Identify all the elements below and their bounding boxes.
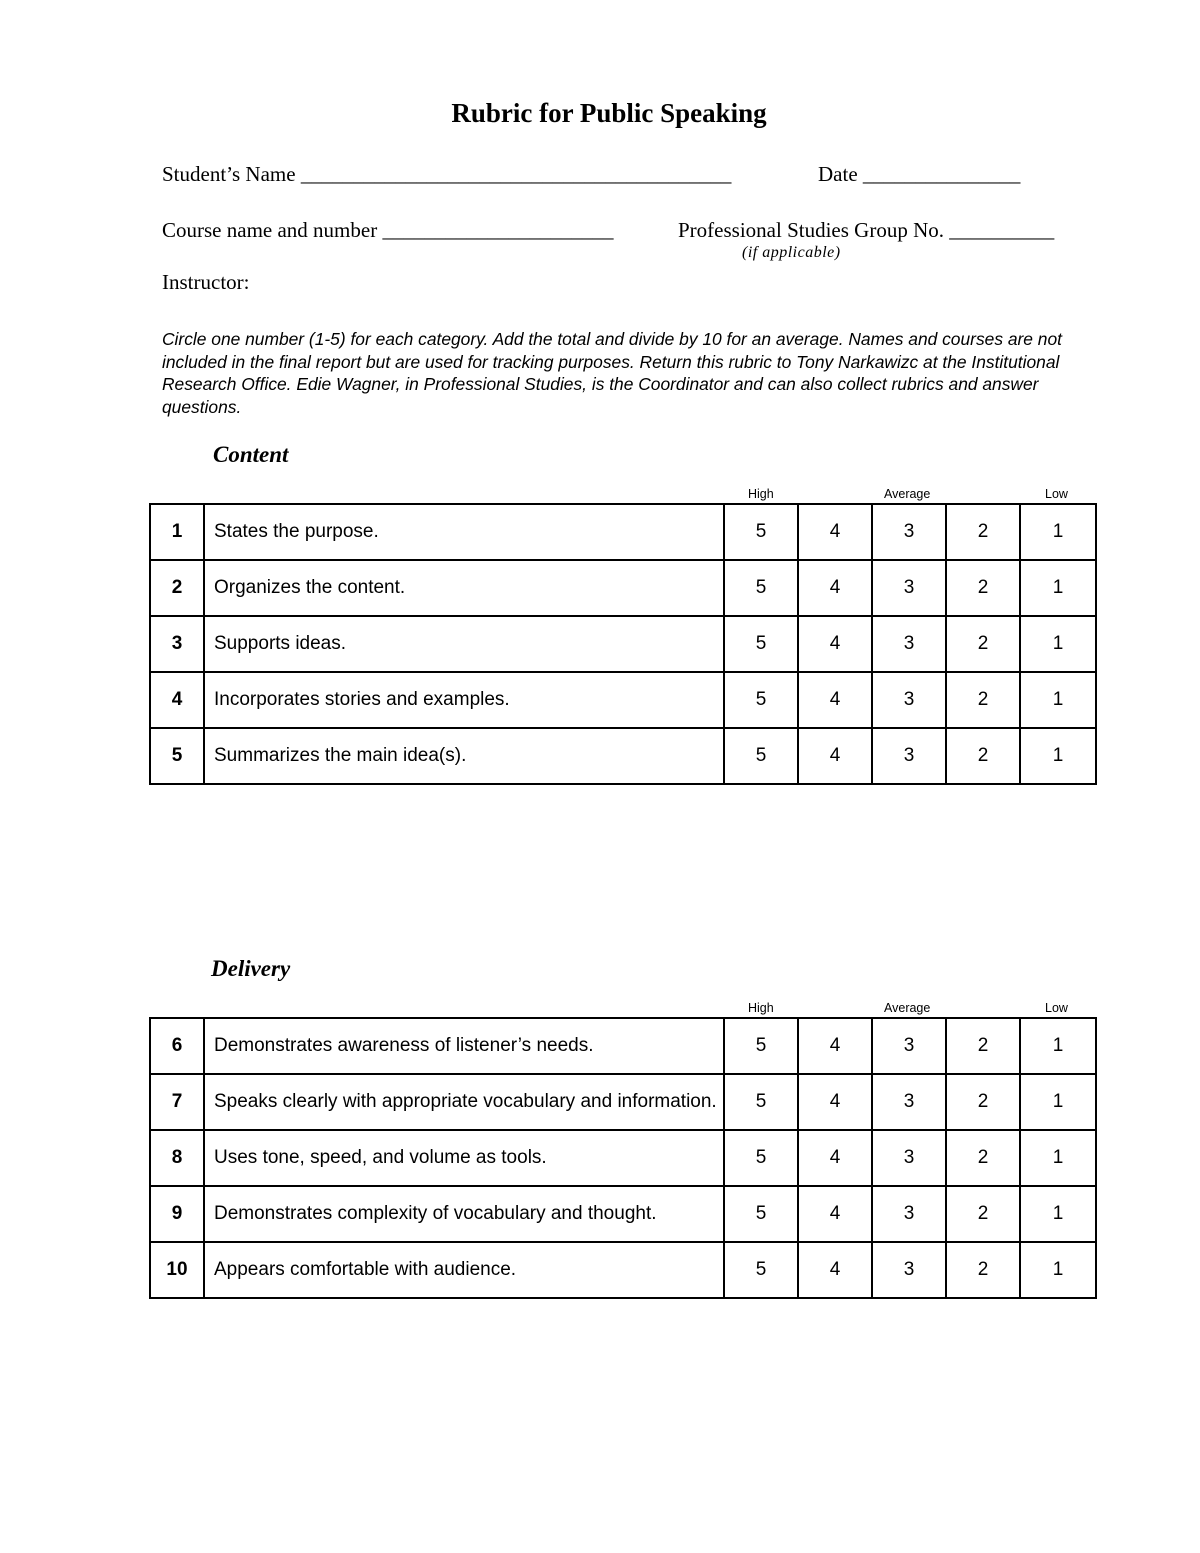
score-cell-1[interactable]: 1 — [1020, 672, 1096, 728]
table-row — [150, 616, 1096, 672]
score-cell-5[interactable]: 5 — [724, 1242, 798, 1298]
score-cell-2[interactable]: 2 — [946, 1242, 1020, 1298]
scale-label-high: High — [748, 487, 774, 501]
score-cell-4[interactable]: 4 — [798, 1074, 872, 1130]
group-note: (if applicable) — [742, 244, 841, 261]
criterion-text: Summarizes the main idea(s). — [204, 728, 724, 784]
table-row — [150, 1130, 1096, 1186]
table-row — [150, 1074, 1096, 1130]
score-cell-5[interactable]: 5 — [724, 1186, 798, 1242]
score-cell-1[interactable]: 1 — [1020, 728, 1096, 784]
score-cell-2[interactable]: 2 — [946, 616, 1020, 672]
score-cell-4[interactable]: 4 — [798, 1130, 872, 1186]
score-cell-5[interactable]: 5 — [724, 728, 798, 784]
instructor-label: Instructor: — [162, 270, 250, 294]
score-cell-1[interactable]: 1 — [1020, 1186, 1096, 1242]
group-line — [678, 218, 1054, 243]
score-cell-2[interactable]: 2 — [946, 504, 1020, 560]
criterion-text: Supports ideas. — [204, 616, 724, 672]
criterion-text: Speaks clearly with appropriate vocabulary and information. — [204, 1074, 724, 1130]
score-cell-4[interactable]: 4 — [798, 616, 872, 672]
content-rubric-table — [149, 503, 1097, 785]
table-row — [150, 672, 1096, 728]
score-cell-3[interactable]: 3 — [872, 616, 946, 672]
row-number: 4 — [150, 672, 204, 728]
score-cell-3[interactable]: 3 — [872, 560, 946, 616]
score-cell-3[interactable]: 3 — [872, 672, 946, 728]
score-cell-1[interactable]: 1 — [1020, 1242, 1096, 1298]
table-row — [150, 1242, 1096, 1298]
scale-label-low: Low — [1045, 487, 1068, 501]
scale-label-average: Average — [884, 1001, 931, 1015]
score-cell-1[interactable]: 1 — [1020, 1018, 1096, 1074]
score-cell-2[interactable]: 2 — [946, 1186, 1020, 1242]
course-line — [162, 218, 613, 243]
score-cell-1[interactable]: 1 — [1020, 560, 1096, 616]
criterion-text: Incorporates stories and examples. — [204, 672, 724, 728]
table-row — [150, 1018, 1096, 1074]
score-cell-3[interactable]: 3 — [872, 504, 946, 560]
score-cell-1[interactable]: 1 — [1020, 616, 1096, 672]
score-cell-3[interactable]: 3 — [872, 1242, 946, 1298]
score-cell-5[interactable]: 5 — [724, 504, 798, 560]
score-cell-4[interactable]: 4 — [798, 560, 872, 616]
score-cell-2[interactable]: 2 — [946, 672, 1020, 728]
score-cell-5[interactable]: 5 — [724, 560, 798, 616]
criterion-text: Demonstrates complexity of vocabulary and thought. — [204, 1186, 724, 1242]
student-name-field[interactable]: _________________________________________ — [300, 162, 732, 186]
row-number: 10 — [150, 1242, 204, 1298]
section-title-delivery: Delivery — [211, 956, 291, 981]
criterion-text: Demonstrates awareness of listener’s needs. — [204, 1018, 724, 1074]
score-cell-3[interactable]: 3 — [872, 728, 946, 784]
score-cell-2[interactable]: 2 — [946, 1130, 1020, 1186]
date-label: Date — [818, 162, 858, 186]
score-cell-1[interactable]: 1 — [1020, 1074, 1096, 1130]
row-number: 9 — [150, 1186, 204, 1242]
score-cell-5[interactable]: 5 — [724, 672, 798, 728]
score-cell-5[interactable]: 5 — [724, 1074, 798, 1130]
scale-label-high: High — [748, 1001, 774, 1015]
table-row — [150, 504, 1096, 560]
date-line — [818, 162, 1020, 187]
score-cell-4[interactable]: 4 — [798, 672, 872, 728]
score-cell-3[interactable]: 3 — [872, 1018, 946, 1074]
score-cell-4[interactable]: 4 — [798, 504, 872, 560]
row-number: 1 — [150, 504, 204, 560]
table-row — [150, 1186, 1096, 1242]
table-row — [150, 728, 1096, 784]
instructions-text: Circle one number (1-5) for each category. Add the total and divide by 10 for an average. Names and courses are not included in the final report but are used for tracking purposes. Return this rubric to Tony Narkawizc at the Institutional Research Office. Edie Wagner, in Professional Studies, is the Coordinator and can also collect rubrics and answer questions. — [162, 329, 1062, 417]
score-cell-3[interactable]: 3 — [872, 1130, 946, 1186]
delivery-rubric-table — [149, 1017, 1097, 1299]
criterion-text: States the purpose. — [204, 504, 724, 560]
row-number: 6 — [150, 1018, 204, 1074]
row-number: 2 — [150, 560, 204, 616]
score-cell-2[interactable]: 2 — [946, 728, 1020, 784]
course-field[interactable]: ______________________ — [382, 218, 614, 242]
score-cell-5[interactable]: 5 — [724, 1130, 798, 1186]
score-cell-1[interactable]: 1 — [1020, 1130, 1096, 1186]
criterion-text: Appears comfortable with audience. — [204, 1242, 724, 1298]
score-cell-4[interactable]: 4 — [798, 728, 872, 784]
score-cell-3[interactable]: 3 — [872, 1074, 946, 1130]
scale-label-low: Low — [1045, 1001, 1068, 1015]
score-cell-5[interactable]: 5 — [724, 1018, 798, 1074]
section-title-content: Content — [213, 442, 289, 467]
group-field[interactable]: __________ — [949, 218, 1055, 242]
score-cell-4[interactable]: 4 — [798, 1242, 872, 1298]
criterion-text: Organizes the content. — [204, 560, 724, 616]
criterion-text: Uses tone, speed, and volume as tools. — [204, 1130, 724, 1186]
date-field[interactable]: _______________ — [862, 162, 1021, 186]
student-name-line — [162, 162, 731, 187]
score-cell-1[interactable]: 1 — [1020, 504, 1096, 560]
course-label: Course name and number — [162, 218, 378, 242]
group-label: Professional Studies Group No. — [678, 218, 944, 242]
score-cell-3[interactable]: 3 — [872, 1186, 946, 1242]
page-title: Rubric for Public Speaking — [451, 98, 767, 128]
table-row — [150, 560, 1096, 616]
row-number: 7 — [150, 1074, 204, 1130]
score-cell-4[interactable]: 4 — [798, 1186, 872, 1242]
scale-label-average: Average — [884, 487, 931, 501]
score-cell-2[interactable]: 2 — [946, 1074, 1020, 1130]
score-cell-2[interactable]: 2 — [946, 560, 1020, 616]
score-cell-4[interactable]: 4 — [798, 1018, 872, 1074]
score-cell-5[interactable]: 5 — [724, 616, 798, 672]
row-number: 8 — [150, 1130, 204, 1186]
row-number: 5 — [150, 728, 204, 784]
score-cell-2[interactable]: 2 — [946, 1018, 1020, 1074]
row-number: 3 — [150, 616, 204, 672]
student-name-label: Student’s Name — [162, 162, 296, 186]
